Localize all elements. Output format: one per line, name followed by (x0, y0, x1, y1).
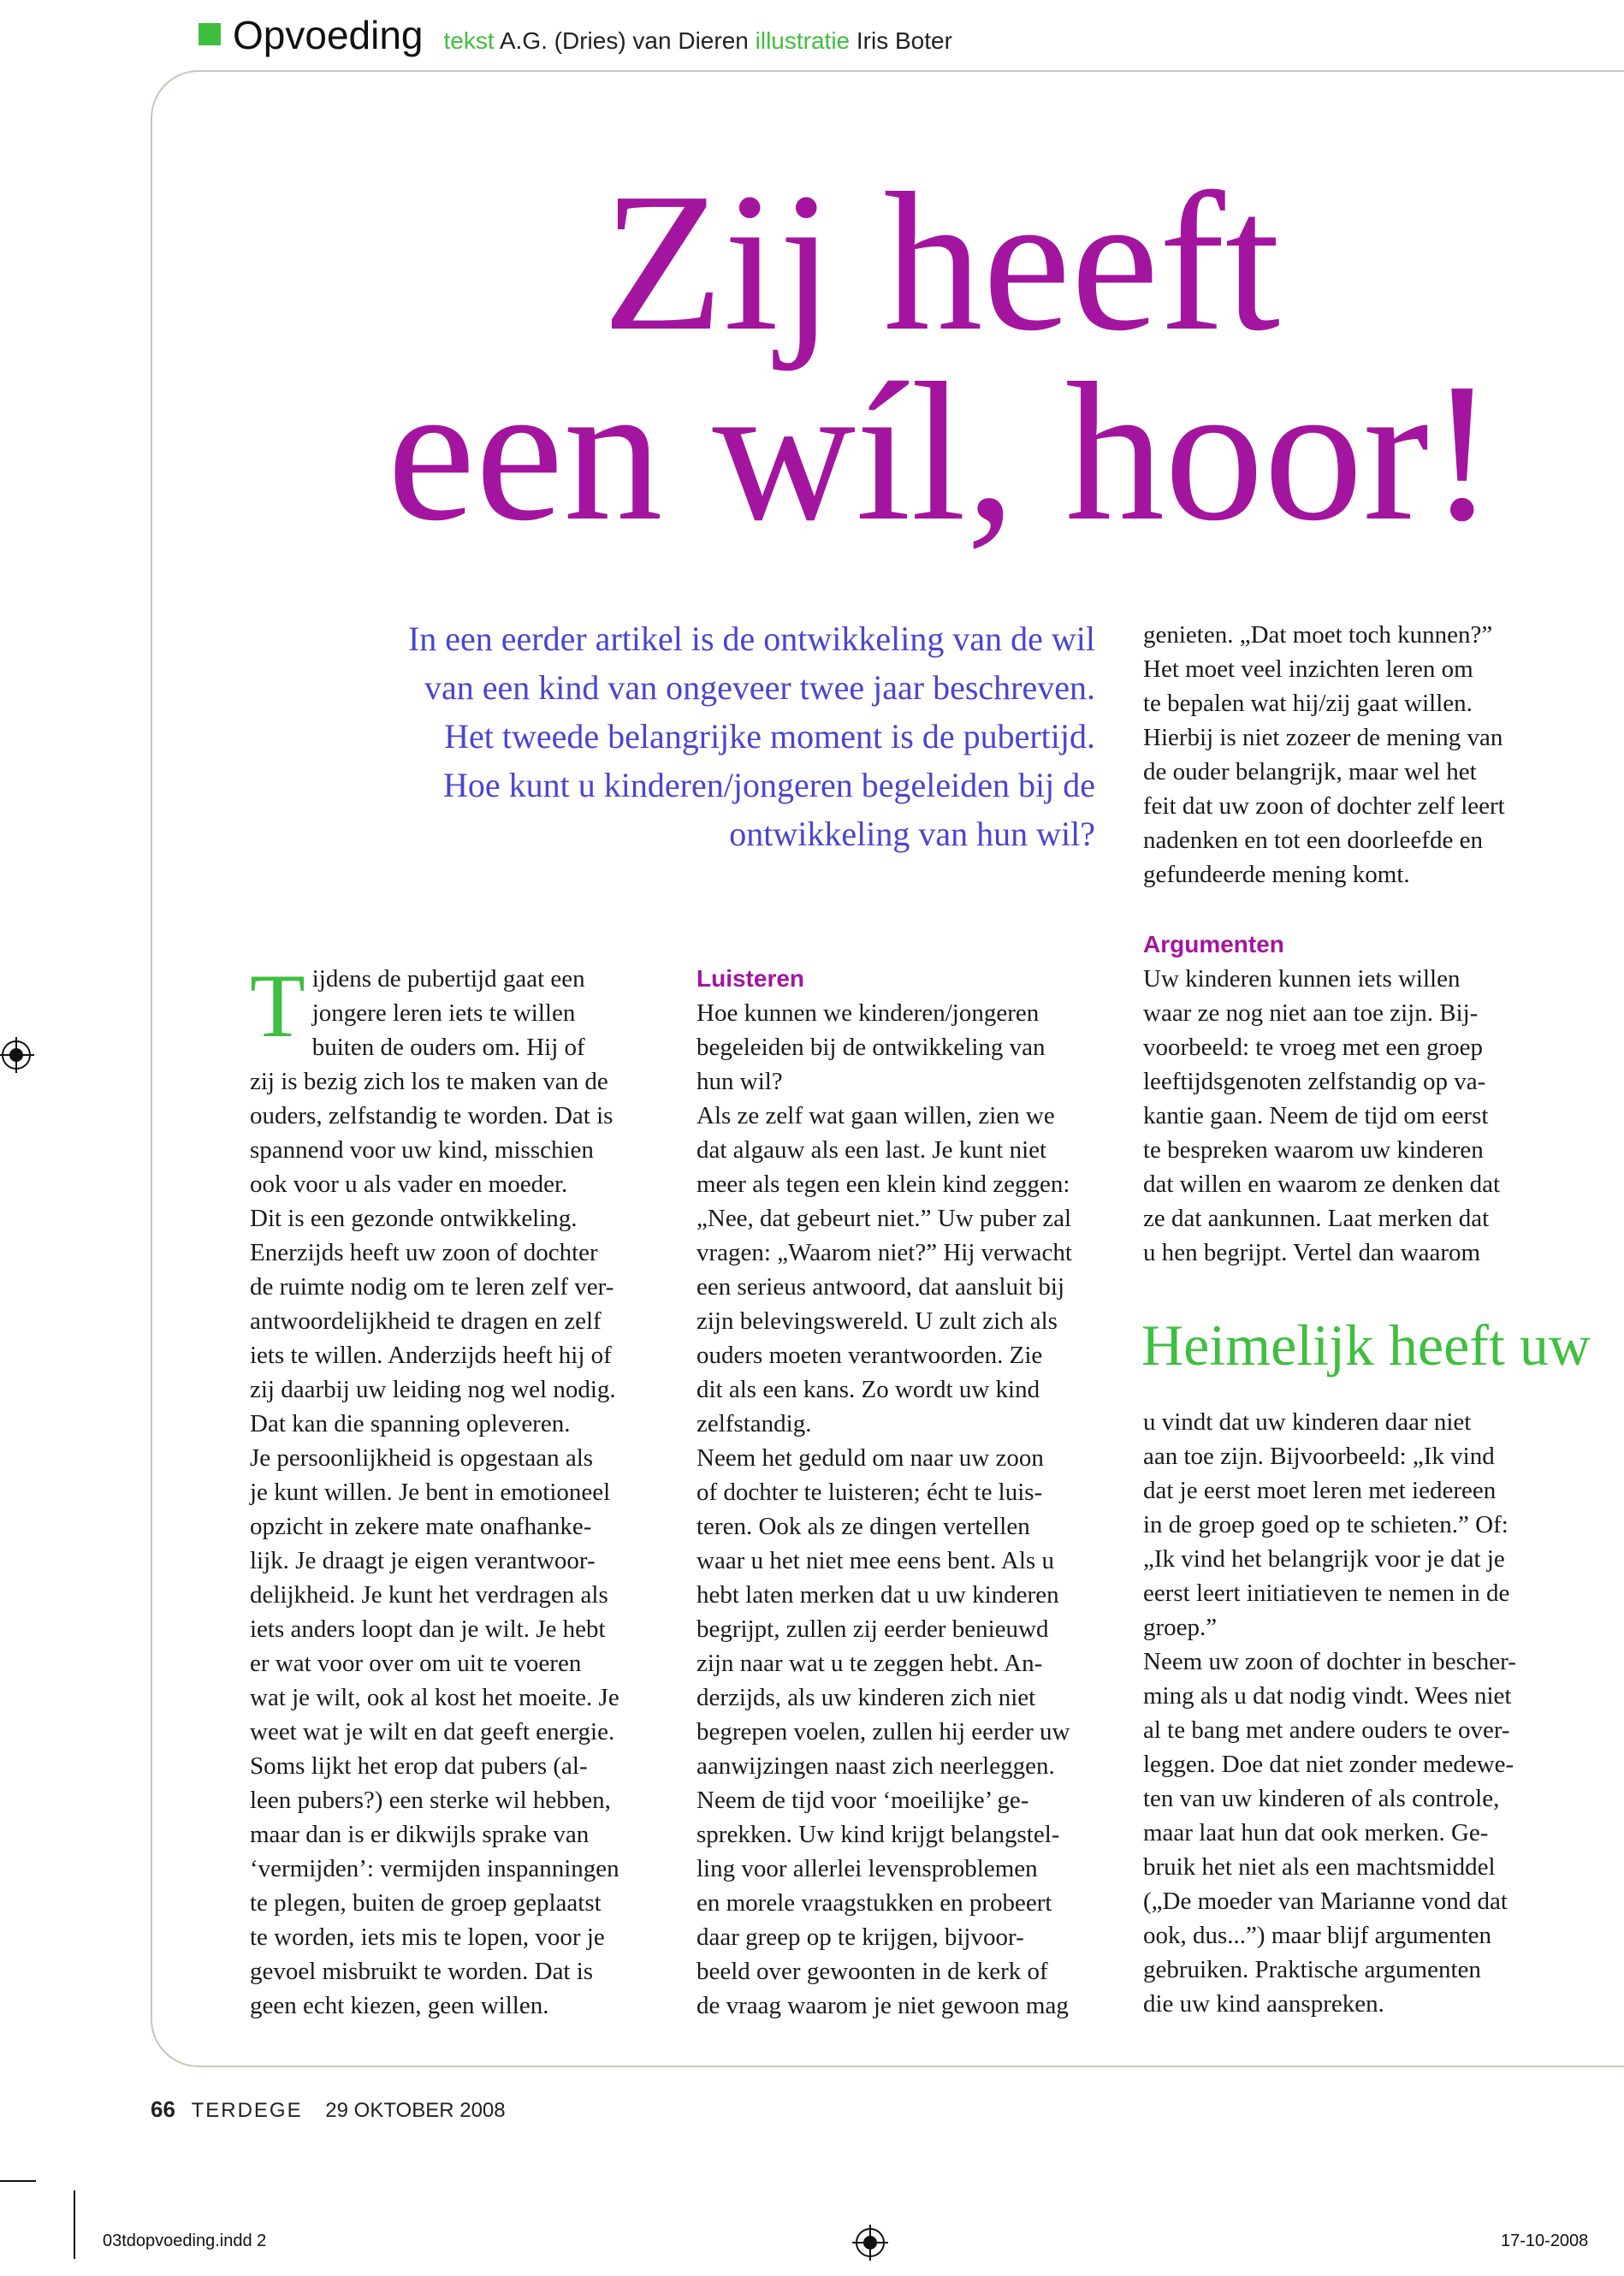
section-marker-icon (199, 23, 221, 45)
body-line: aan toe zijn. Bijvoorbeeld: „Ik vind (1143, 1443, 1495, 1470)
drop-cap: T (250, 956, 305, 1056)
title-line-2: een wíl, hoor! (387, 342, 1496, 562)
body-line: die uw kind aanspreken. (1143, 1990, 1384, 2018)
column-3-middle-body (1143, 962, 1579, 1270)
credits (444, 27, 952, 55)
body-line: daar greep op te krijgen, bijvoor- (696, 1923, 1024, 1951)
body-line: ‘vermijden’: vermijden inspanningen (250, 1855, 619, 1882)
body-line: Dit is een gezonde ontwikkeling. (250, 1205, 578, 1232)
body-line: dat je eerst moet leren met iedereen (1143, 1477, 1497, 1504)
body-line: weet wat je wilt en dat geeft energie. (250, 1718, 615, 1746)
body-line: gevoel misbruikt te worden. Dat is (250, 1958, 594, 1985)
intro-line: Het tweede belangrijke moment is de pubertijd. (444, 717, 1095, 756)
crop-mark (74, 2190, 75, 2259)
body-line: zij daarbij uw leiding nog wel nodig. (250, 1376, 616, 1403)
body-line: Neem de tijd voor ‘moeilijke’ ge- (696, 1787, 1029, 1814)
body-line: te bepalen wat hij/zij gaat willen. (1143, 690, 1473, 717)
column-1 (250, 956, 659, 2023)
body-line: iets anders loopt dan je wilt. Je hebt (250, 1615, 606, 1643)
body-line: jongere leren iets te willen (311, 999, 576, 1027)
body-line: Hoe kunnen we kinderen/jongeren (696, 999, 1040, 1027)
body-line: waar ze nog niet aan toe zijn. Bij- (1143, 999, 1479, 1027)
registration-mark-icon (856, 2228, 885, 2257)
body-line: te worden, iets mis te lopen, voor je (250, 1923, 605, 1951)
body-line: een serieus antwoord, dat aansluit bij (696, 1273, 1065, 1301)
slug-filename: 03tdopvoeding.indd 2 (103, 2232, 267, 2250)
body-line: spannend voor uw kind, misschien (250, 1136, 594, 1164)
subheading-luisteren: Luisteren (696, 965, 805, 992)
body-line: te plegen, buiten de groep geplaatst (250, 1889, 602, 1917)
body-line: gefundeerde mening komt. (1143, 861, 1410, 888)
body-line: of dochter te luisteren; écht te luis- (696, 1479, 1043, 1506)
body-line: Neem uw zoon of dochter in bescher- (1143, 1648, 1516, 1675)
body-line: dat algauw als een last. Je kunt niet (696, 1136, 1047, 1164)
body-line: de ouder belangrijk, maar wel het (1143, 758, 1477, 785)
column-1-body (250, 956, 659, 2023)
body-line: „Nee, dat gebeurt niet.” Uw puber zal (696, 1205, 1072, 1232)
body-line: ze dat aankunnen. Laat merken dat (1143, 1205, 1490, 1232)
body-line: sprekken. Uw kind krijgt belangstel- (696, 1821, 1060, 1848)
body-line: ijdens de pubertijd gaat een (311, 965, 585, 993)
body-line: nadenken en tot een doorleefde en (1143, 827, 1483, 854)
column-2 (696, 962, 1116, 2023)
body-line: zelfstandig. (696, 1410, 812, 1437)
body-line: zijn naar wat u te zeggen hebt. An- (696, 1650, 1043, 1677)
body-line: meer als tegen een klein kind zeggen: (696, 1171, 1070, 1198)
body-line: begrepen voelen, zullen hij eerder uw (696, 1718, 1070, 1746)
body-line: dit als een kans. Zo wordt uw kind (696, 1376, 1040, 1403)
body-line: ouders, zelfstandig te worden. Dat is (250, 1102, 613, 1129)
body-line: opzicht in zekere mate onafhanke- (250, 1513, 592, 1540)
body-line: („De moeder van Marianne vond dat (1143, 1888, 1508, 1915)
crop-mark (0, 2180, 36, 2182)
body-line: ming als u dat nodig vindt. Wees niet (1143, 1682, 1512, 1710)
body-line: geen echt kiezen, geen willen. (250, 1992, 549, 2019)
body-line: ook, dus...”) maar blijf argumenten (1143, 1922, 1491, 1949)
intro-line: Hoe kunt u kinderen/jongeren begeleiden bij de (443, 766, 1095, 804)
intro-line: van een kind van ongeveer twee jaar beschreven. (424, 668, 1095, 707)
page-footer (151, 2096, 506, 2123)
body-line: leeftijdsgenoten zelfstandig op va- (1143, 1068, 1486, 1095)
issue-date: 29 OKTOBER 2008 (325, 2099, 506, 2122)
body-line: ouders moeten verantwoorden. Zie (696, 1342, 1043, 1369)
body-line: de vraag waarom je niet gewoon mag (696, 1992, 1069, 2019)
subheading-argumenten: Argumenten (1143, 931, 1284, 957)
body-line: in de groep goed op te schieten.” Of: (1143, 1511, 1508, 1538)
illustration-label: illustratie (755, 27, 851, 54)
body-line: u hen begrijpt. Vertel dan waarom (1143, 1239, 1481, 1266)
section-title: Opvoeding (233, 13, 424, 57)
body-line: ten van uw kinderen of als controle, (1143, 1785, 1500, 1812)
body-line: maar dan is er dikwijls sprake van (250, 1821, 590, 1848)
body-line: teren. Ook als ze dingen vertellen (696, 1513, 1030, 1540)
body-line: Als ze zelf wat gaan willen, zien we (696, 1102, 1055, 1129)
body-line: hebt laten merken dat u uw kinderen (696, 1581, 1059, 1609)
body-line: dat willen en waarom ze denken dat (1143, 1171, 1501, 1198)
body-line: leen pubers?) een sterke wil hebben, (250, 1787, 611, 1814)
body-line: iets te willen. Anderzijds heeft hij of (250, 1342, 612, 1369)
registration-mark-icon (2, 1040, 31, 1070)
body-line: hun wil? (696, 1068, 783, 1095)
column-3-top (1143, 618, 1579, 892)
body-line: en morele vraagstukken en probeert (696, 1889, 1052, 1917)
magazine-name: TERDEGE (191, 2099, 303, 2122)
intro-line: ontwikkeling van hun wil? (729, 815, 1095, 853)
body-line: Soms lijkt het erop dat pubers (al- (250, 1752, 588, 1780)
title-line-1: Zij heeft (602, 152, 1281, 372)
body-line: Je persoonlijkheid is opgestaan als (250, 1444, 594, 1472)
body-line: Neem het geduld om naar uw zoon (696, 1444, 1044, 1472)
body-line: vragen: „Waarom niet?” Hij verwacht (696, 1239, 1072, 1266)
body-line: eerst leert initiatieven te nemen in de (1143, 1580, 1510, 1607)
body-line: derzijds, als uw kinderen zich niet (696, 1684, 1036, 1711)
body-line: groep.” (1143, 1614, 1218, 1641)
body-line: antwoordelijkheid te dragen en zelf (250, 1307, 602, 1335)
body-line: bruik het niet als een machtsmiddel (1143, 1853, 1496, 1881)
body-line: aanwijzingen naast zich neerleggen. (696, 1752, 1055, 1780)
body-line: genieten. „Dat moet toch kunnen?” (1143, 621, 1493, 649)
body-line: Dat kan die spanning opleveren. (250, 1410, 571, 1437)
pull-quote: Heimelijk heeft uw (1141, 1313, 1591, 1378)
column-3-bottom (1143, 1405, 1579, 2021)
body-line: u vindt dat uw kinderen daar niet (1143, 1408, 1472, 1436)
body-line: Het moet veel inzichten leren om (1143, 655, 1473, 683)
page-header (199, 12, 952, 60)
body-line: „Ik vind het belangrijk voor je dat je (1143, 1545, 1505, 1573)
body-line: te bespreken waarom uw kinderen (1143, 1136, 1484, 1164)
body-line: leggen. Doe dat niet zonder medewe- (1143, 1751, 1514, 1778)
body-line: kantie gaan. Neem de tijd om eerst (1143, 1102, 1489, 1129)
body-line: gebruiken. Praktische argumenten (1143, 1956, 1481, 1983)
body-line: zij is bezig zich los te maken van de (250, 1068, 608, 1095)
body-line: je kunt willen. Je bent in emotioneel (250, 1479, 611, 1506)
body-line: buiten de ouders om. Hij of (311, 1034, 585, 1061)
body-line: wat je wilt, ook al kost het moeite. Je (250, 1684, 619, 1711)
body-line: er wat voor over om uit te voeren (250, 1650, 582, 1677)
body-line: delijkheid. Je kunt het verdragen als (250, 1581, 608, 1609)
body-line: begrijpt, zullen zij eerder benieuwd (696, 1615, 1049, 1643)
column-3-middle (1143, 928, 1579, 1270)
body-line: al te bang met andere ouders te over- (1143, 1716, 1510, 1744)
body-line: ook voor u als vader en moeder. (250, 1171, 568, 1198)
body-line: Hierbij is niet zozeer de mening van (1143, 724, 1503, 751)
body-line: de ruimte nodig om te leren zelf ver- (250, 1273, 614, 1301)
body-line: feit dat uw zoon of dochter zelf leert (1143, 792, 1505, 820)
body-line: Uw kinderen kunnen iets willen (1143, 965, 1461, 993)
column-2-body (696, 996, 1116, 2023)
intro-line: In een eerder artikel is de ontwikkeling van de wil (407, 619, 1095, 658)
body-line: zijn belevingswereld. U zult zich als (696, 1307, 1058, 1335)
intro-paragraph (282, 614, 1095, 858)
body-line: beeld over gewoonten in de kerk of (696, 1958, 1048, 1985)
page-number: 66 (151, 2096, 175, 2122)
body-line: voorbeeld: te vroeg met een groep (1143, 1034, 1483, 1061)
body-line: ling voor allerlei levensproblemen (696, 1855, 1038, 1882)
illustrator: Iris Boter (856, 27, 952, 54)
text-label: tekst (443, 27, 495, 54)
body-line: maar laat hun dat ook merken. Ge- (1143, 1819, 1489, 1846)
body-line: begeleiden bij de ontwikkeling van (696, 1034, 1046, 1061)
article-title (334, 152, 1549, 562)
author: A.G. (Dries) van Dieren (499, 27, 749, 54)
slug-date: 17-10-2008 (1501, 2232, 1589, 2250)
body-line: Enerzijds heeft uw zoon of dochter (250, 1239, 598, 1266)
body-line: lijk. Je draagt je eigen verantwoor- (250, 1547, 596, 1574)
body-line: waar u het niet mee eens bent. Als u (696, 1547, 1054, 1574)
